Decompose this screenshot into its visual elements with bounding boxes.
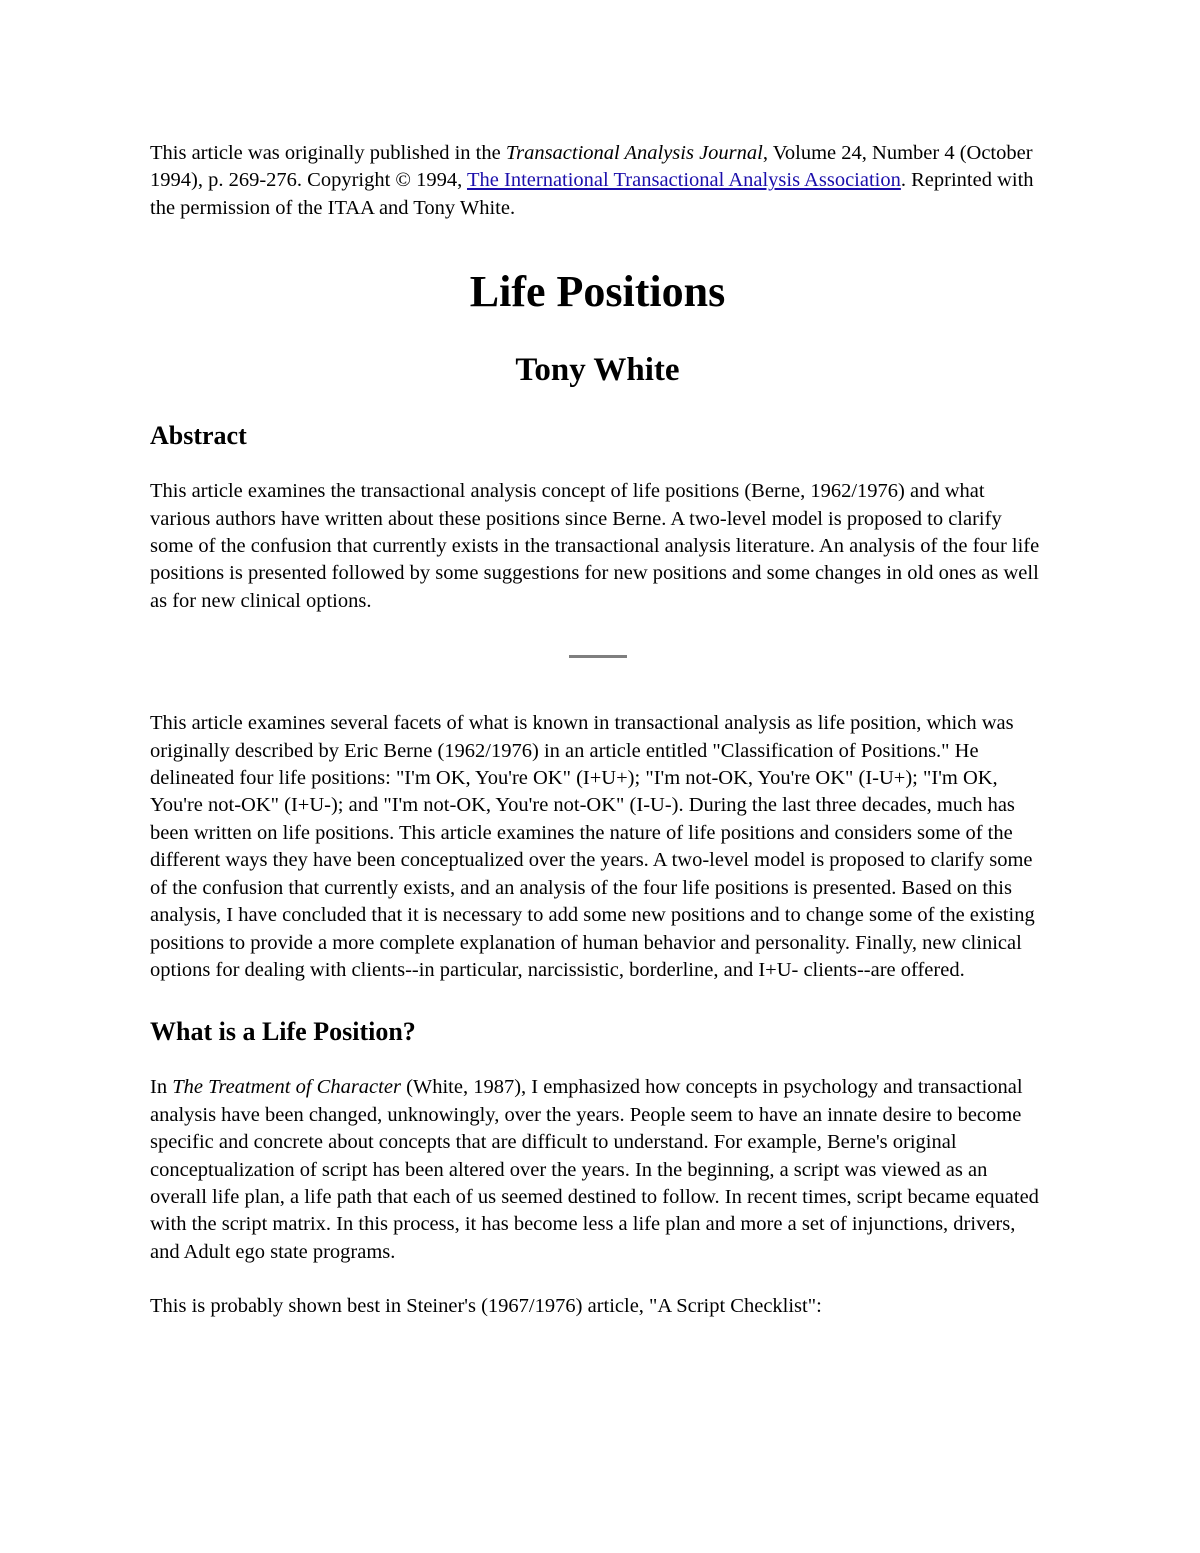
citation-prefix: This article was originally published in the — [150, 142, 506, 164]
citation-details: , Volume 24, Number 4 (October 1994), p. 269-276. Copyright © 1994, — [150, 142, 1033, 192]
treatment-paragraph — [150, 1074, 1045, 1266]
intro-paragraph: This article examines several facets of what is known in transactional analysis as life position, which was originally described by Eric Berne (1962/1976) in an article entitled "Classification of Positions." He delineated four life positions: "I'm OK, You're OK" (I+U+); "I'm not-OK, You're OK" (I-U+); "I'm OK, You're not-OK" (I+U-); and "I'm not-OK, You're not-OK" (I-U-). During the last three decades, much has been written on life positions. This article examines the nature of life positions and considers some of the different ways they have been conceptualized over the years. A two-level model is proposed to clarify some of the confusion that currently exists, and an analysis of the four life positions is presented. Based on this analysis, I have concluded that it is necessary to add some new positions and to change some of the existing positions to provide a more complete explanation of human behavior and personality. Finally, new clinical options for dealing with clients--in particular, narcissistic, borderline, and I+U- clients--are offered. — [150, 712, 1035, 981]
abstract-heading: Abstract — [150, 421, 247, 451]
author-name: Tony White — [515, 352, 680, 389]
treatment-rest: (White, 1987), I emphasized how concepts in psychology and transactional analysis have been changed, unknowingly, over the years. People seem to have an innate desire to become specific and concrete about concepts that are difficult to understand. For example, Berne's original conceptualization of script has been altered over the years. In the beginning, a script was viewed as an overall life plan, a life path that each of us seemed destined to follow. In recent times, script became equated with the script matrix. In this process, it has become less a life plan and more a set of injunctions, drivers, and Adult ego state programs. — [150, 1076, 1039, 1263]
citation-paragraph — [150, 140, 1045, 222]
steiner-paragraph: This is probably shown best in Steiner's (1967/1976) article, "A Script Checklist": — [150, 1295, 822, 1318]
book-title: The Treatment of Character — [172, 1076, 401, 1099]
citation-suffix: . Reprinted with the permission of the ITAA and Tony White. — [150, 169, 1034, 219]
itaa-link[interactable]: The International Transactional Analysis Association — [467, 169, 901, 192]
abstract-body: This article examines the transactional analysis concept of life positions (Berne, 1962/1976) and what various authors have written about these positions since Berne. A two-level model is proposed to clarify some of the confusion that currently exists in the transactional analysis literature. An analysis of the four life positions is presented followed by some suggestions for new positions and some changes in old ones as well as for new clinical options. — [150, 480, 1040, 612]
treatment-prefix: In — [150, 1076, 173, 1099]
section-heading-what-is-life-position: What is a Life Position? — [150, 1017, 416, 1047]
section-divider — [569, 655, 627, 658]
article-title: Life Positions — [469, 267, 726, 317]
article — [150, 140, 1045, 1321]
journal-title: Transactional Analysis Journal — [505, 142, 763, 164]
